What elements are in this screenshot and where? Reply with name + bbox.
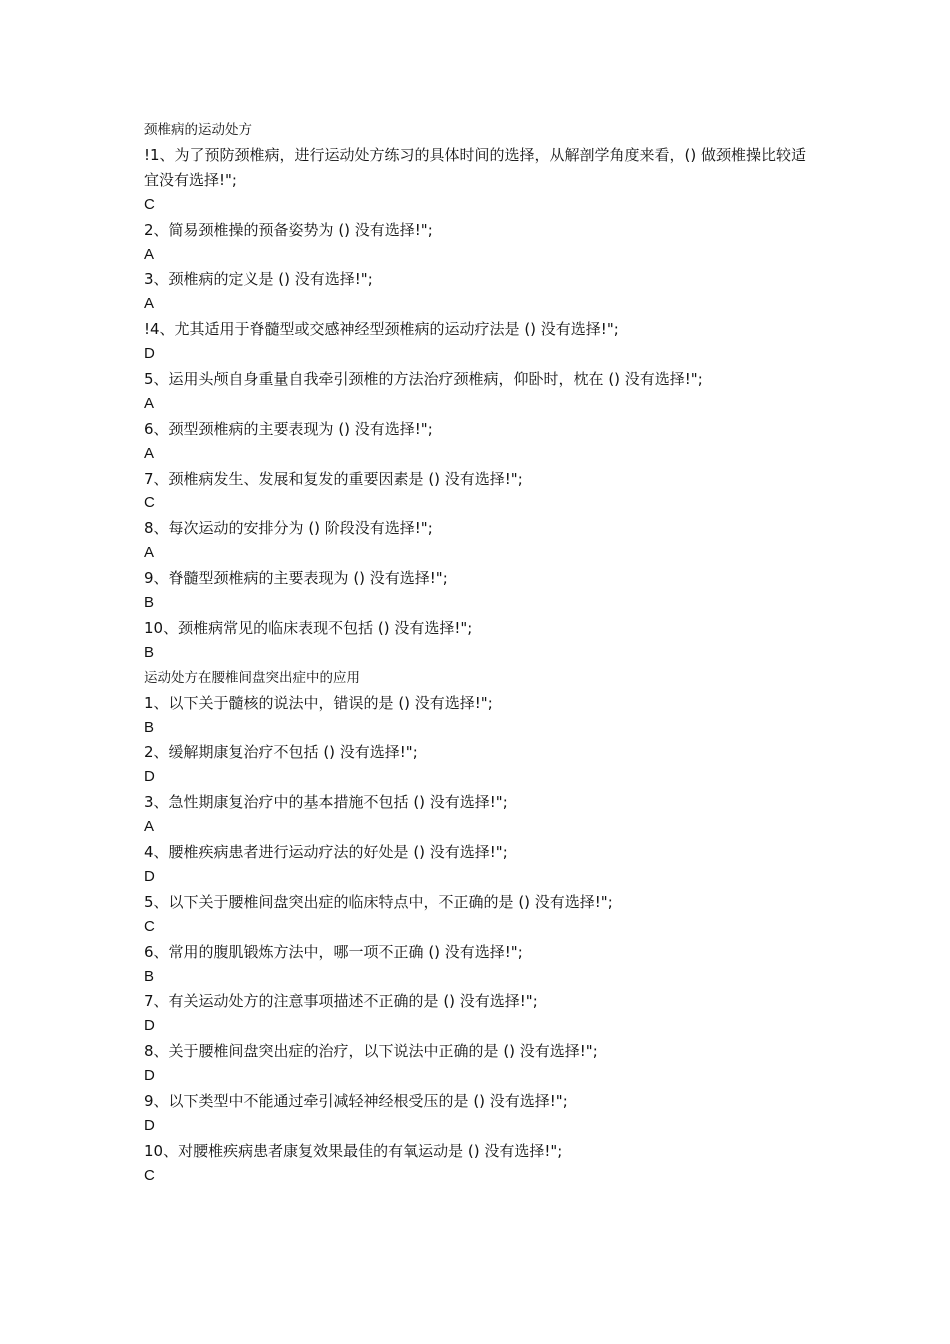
answer-text: A [144, 818, 155, 836]
section-title: 颈椎病的运动处方 [144, 122, 252, 138]
question-text: 8、每次运动的安排分为 () 阶段没有选择!"; [144, 519, 433, 538]
question-text: 9、以下类型中不能通过牵引减轻神经根受压的是 () 没有选择!"; [144, 1092, 568, 1111]
answer-text: C [144, 195, 155, 213]
answer-text: D [144, 345, 155, 363]
question-text: 8、关于腰椎间盘突出症的治疗，以下说法中正确的是 () 没有选择!"; [144, 1042, 598, 1061]
answer-text: B [144, 967, 155, 985]
question-text: 5、以下关于腰椎间盘突出症的临床特点中，不正确的是 () 没有选择!"; [144, 892, 613, 911]
answer-text: C [144, 1166, 155, 1184]
question-text: 3、颈椎病的定义是 () 没有选择!"; [144, 270, 373, 289]
question-text: 10、颈椎病常见的临床表现不包括 () 没有选择!"; [144, 618, 473, 637]
question-text: 5、运用头颅自身重量自我牵引颈椎的方法治疗颈椎病，仰卧时，枕在 () 没有选择!"; [144, 369, 703, 388]
question-text: 4、腰椎疾病患者进行运动疗法的好处是 () 没有选择!"; [144, 843, 508, 862]
answer-text: A [144, 444, 155, 462]
answer-text: B [144, 643, 155, 661]
question-text: !4、尤其适用于脊髓型或交感神经型颈椎病的运动疗法是 () 没有选择!"; [144, 320, 619, 339]
answer-text: D [144, 1017, 155, 1035]
answer-text: A [144, 295, 155, 313]
answer-text: C [144, 494, 155, 512]
question-text: 9、脊髓型颈椎病的主要表现为 () 没有选择!"; [144, 569, 448, 588]
question-text: 1、以下关于髓核的说法中，错误的是 () 没有选择!"; [144, 693, 493, 712]
document-page [144, 118, 812, 1189]
answer-text: A [144, 245, 155, 263]
answer-text: A [144, 394, 155, 412]
question-text: !1、为了预防颈椎病，进行运动处方练习的具体时间的选择，从解剖学角度来看，() 做颈椎操比较适宜没有选择!"; [144, 145, 807, 189]
answer-text: D [144, 1067, 155, 1085]
question-text: 3、急性期康复治疗中的基本措施不包括 () 没有选择!"; [144, 793, 508, 812]
answer-text: D [144, 867, 155, 885]
answer-text: C [144, 917, 155, 935]
answer-text: B [144, 594, 155, 612]
section-cervical [144, 118, 812, 666]
answer-text: A [144, 544, 155, 562]
question-text: 7、颈椎病发生、发展和复发的重要因素是 () 没有选择!"; [144, 469, 523, 488]
question-text: 2、简易颈椎操的预备姿势为 () 没有选择!"; [144, 220, 433, 239]
question-text: 6、常用的腹肌锻炼方法中，哪一项不正确 () 没有选择!"; [144, 942, 523, 961]
section-lumbar [144, 666, 812, 1189]
section-title: 运动处方在腰椎间盘突出症中的应用 [144, 669, 360, 686]
answer-text: D [144, 1116, 155, 1134]
answer-text: D [144, 768, 155, 786]
question-text: 6、颈型颈椎病的主要表现为 () 没有选择!"; [144, 419, 433, 438]
question-text: 7、有关运动处方的注意事项描述不正确的是 () 没有选择!"; [144, 992, 538, 1011]
answer-text: B [144, 718, 155, 736]
question-text: 10、对腰椎疾病患者康复效果最佳的有氧运动是 () 没有选择!"; [144, 1141, 563, 1160]
question-text: 2、缓解期康复治疗不包括 () 没有选择!"; [144, 743, 418, 762]
